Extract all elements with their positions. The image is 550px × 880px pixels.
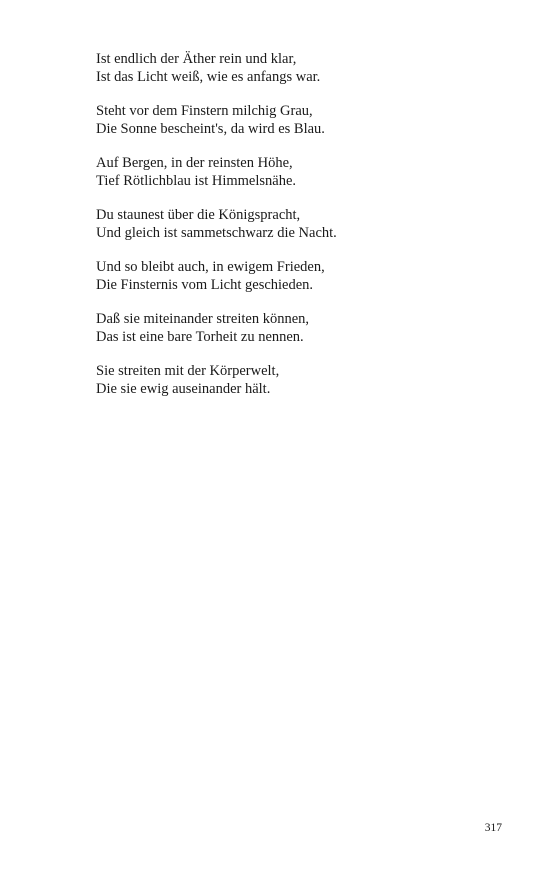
poem-line: Die sie ewig auseinander hält. [96,380,271,397]
page-number: 317 [484,822,502,834]
poem-line: Sie streiten mit der Körperwelt, [96,363,280,379]
stanza [96,311,496,346]
poem-line: Das ist eine bare Torheit zu nennen. [96,328,304,345]
poem-line: Und gleich ist sammetschwarz die Nacht. [96,224,337,241]
stanza [96,363,496,398]
poem-line: Tief Rötlichblau ist Himmelsnähe. [96,172,297,189]
stanza [96,259,496,294]
stanza [96,51,496,86]
poem-line: Ist das Licht weiß, wie es anfangs war. [96,68,321,85]
poem-line: Daß sie miteinander streiten können, [96,311,310,327]
stanza [96,207,496,242]
poem-line: Die Finsternis vom Licht geschieden. [96,276,314,293]
stanza [96,103,496,138]
poem-line: Du staunest über die Königspracht, [96,207,301,223]
poem [96,51,496,415]
poem-line: Ist endlich der Äther rein und klar, [96,51,297,67]
poem-line: Steht vor dem Finstern milchig Grau, [96,103,313,119]
stanza [96,155,496,190]
poem-line: Auf Bergen, in der reinsten Höhe, [96,155,293,171]
poem-line: Die Sonne bescheint's, da wird es Blau. [96,120,325,137]
poem-line: Und so bleibt auch, in ewigem Frieden, [96,259,325,275]
